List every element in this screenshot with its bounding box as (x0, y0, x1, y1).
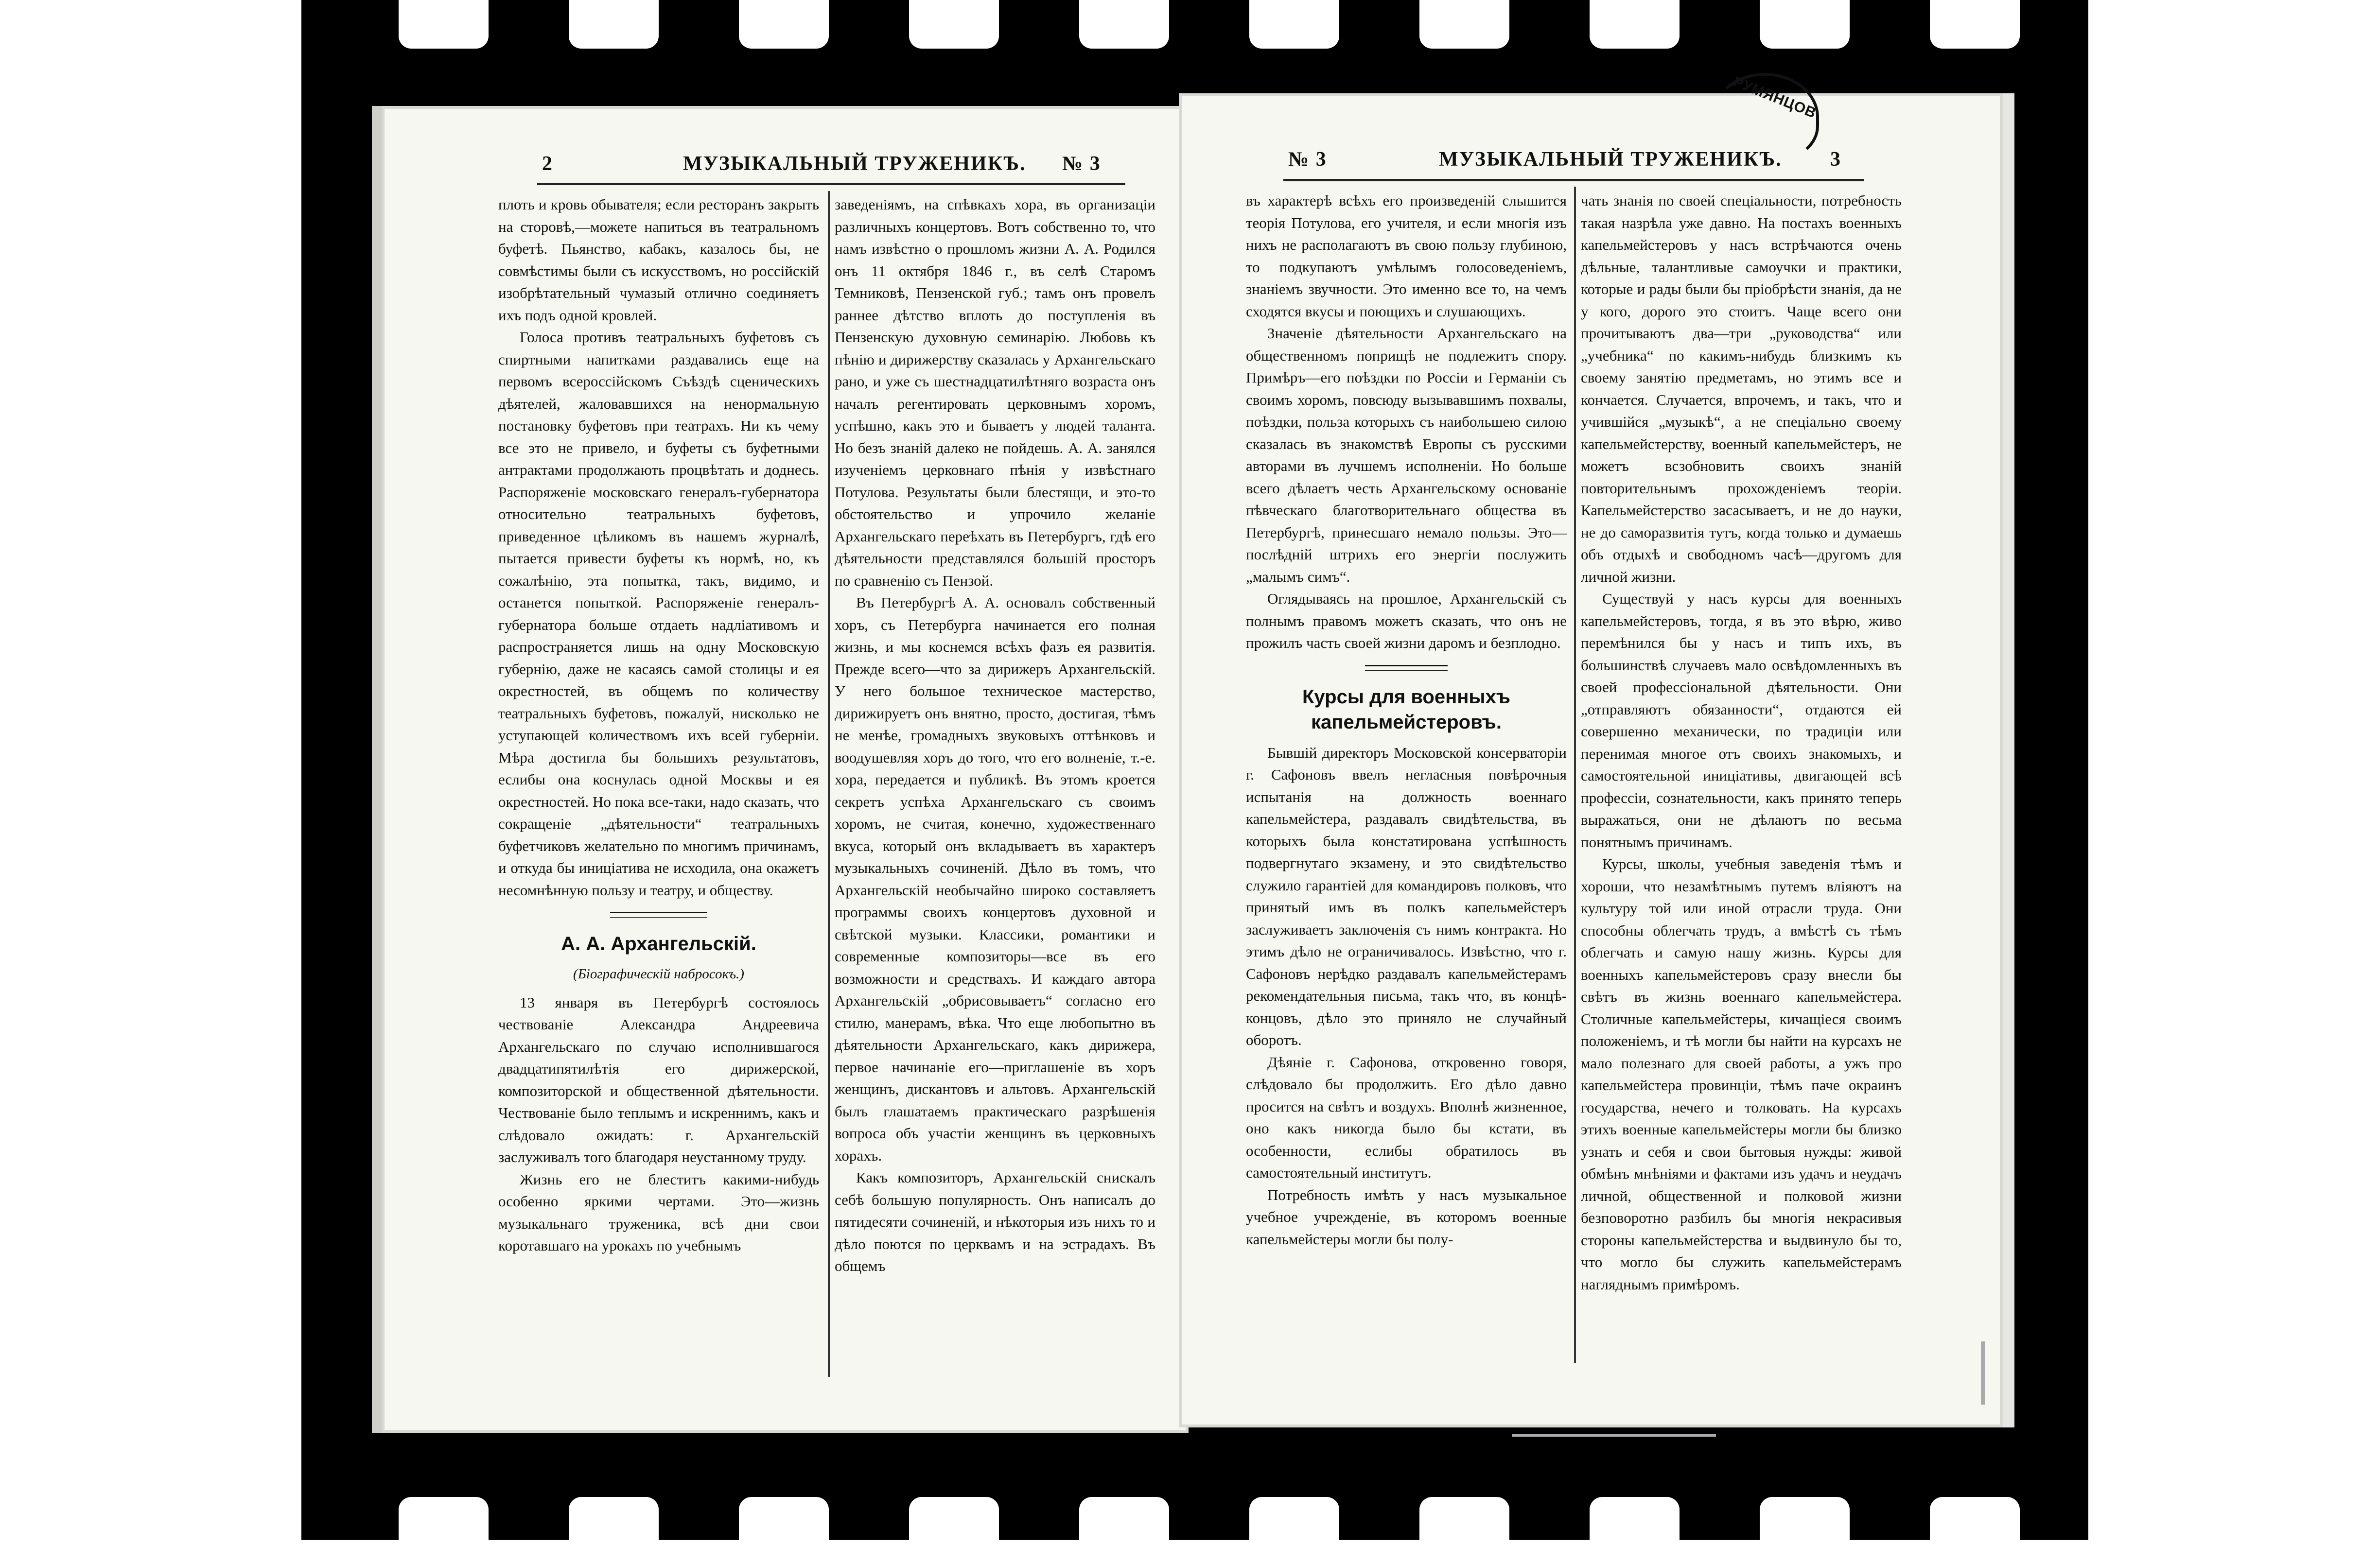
film-perforation (909, 1497, 999, 1565)
film-perforation (1760, 0, 1850, 49)
paragraph: въ характерѣ всѣхъ его произведеній слышится теорія Потулова, его учителя, и если многія изъ нихъ не располагаютъ въ свою пользу глубиною, то подкупаютъ умѣлымъ голосоведеніемъ, знаніемъ звучности. Это именно все то, на чемъ сходятся вкусы и поющихъ и слушающихъ. (1246, 192, 1567, 320)
article-subheading: (Біографическій набросокъ.) (573, 966, 744, 982)
text-column-2 (1581, 190, 1902, 1295)
text-column-2 (835, 193, 1155, 1277)
film-perforation (1249, 0, 1339, 49)
article-heading: А. А. Архангельскій. (561, 933, 756, 955)
left-page (372, 106, 1189, 1433)
paragraph: заведеніямъ, на спѣвкахъ хора, въ организаціи различныхъ концертовъ. Вотъ собственно то, что намъ извѣстно о прошломъ жизни А. А. Родился онъ 11 октября 1846 г., въ селѣ Старомъ Темниковѣ, Пензенской губ.; тамъ онъ провелъ раннее дѣтство вплоть до поступленія въ Пензенскую духовную семинарію. Любовь къ пѣнію и дирижерству сказалась у Архангельскаго рано, и уже съ шестнадцатилѣтняго возраста онъ началъ регентировать церковнымъ хоромъ, успѣшно, какъ это и бываетъ у людей таланта. Но безъ знаній далеко не пойдешь. А. А. занялся изученіемъ церковнаго пѣнія у извѣстнаго Потулова. Результаты были блестящи, и это-то обстоятельство и упрочило желаніе Архангельскаго переѣхать въ Петербургъ, гдѣ его дѣятельности представлялся большій просторъ по сравненію съ Пензой. (835, 196, 1155, 589)
film-perforation (1249, 1497, 1339, 1565)
paragraph: плоть и кровь обывателя; если ресторанъ закрыть на сторовѣ,—можете напиться въ театральномъ буфетѣ. Пьянство, кабакъ, казалось бы, не совмѣстимы были съ искусствомъ, но россійскій изобрѣтательный чумазый отлично соединяетъ ихъ подъ одной кровлей. (498, 196, 819, 324)
header-rule (1283, 179, 1864, 181)
film-perforation (1590, 0, 1680, 49)
film-perforation (1419, 0, 1509, 49)
stamp-text: РУМЯНЦОВ (1731, 73, 1819, 122)
text-column-1 (498, 193, 819, 1257)
paragraph: Значеніе дѣятельности Архангельскаго на общественномъ поприщѣ не подлежитъ спору. Примѣръ—его поѣздки по Россіи и Германіи съ своимъ хоромъ, повсюду вызывавшимъ похвалы, поѣздки, польза которыхъ съ наибольшею силою сказалась въ знакомствѣ Европы съ русскими авторами въ лучшемъ исполненіи. Но больше всего дѣлаетъ честь Архангельскому основаніе пѣвческаго благотворительнаго общества въ Петербургѣ, принесшаго немало пользы. Это—послѣдній штрихъ его энергіи послужить „малымъ симъ“. (1246, 325, 1567, 585)
paragraph: Какъ композиторъ, Архангельскій снискалъ себѣ большую популярность. Онъ написалъ до пятидесяти сочиненій, и нѣкоторыя изъ нихъ то и дѣло поются по церквамъ и на эстрадахъ. Въ общемъ (835, 1169, 1155, 1274)
film-perforation (1930, 1497, 2020, 1565)
paragraph: Потребность имѣть у насъ музыкальное учебное учрежденіе, въ которомъ военные капельмейстеры могли бы полу- (1246, 1186, 1567, 1248)
film-perforation (1590, 1497, 1680, 1565)
column-divider (1574, 187, 1576, 1363)
paragraph: чать знанія по своей спеціальности, потребность такая назрѣла уже давно. На постахъ военныхъ капельмейстеровъ у насъ встрѣчаются очень дѣльные, талантливые самоучки и практики, которые и рады были бы пріобрѣсти знанія, да не у кого, дорого это стоитъ. Чаще всего они прочитываютъ два—три „руководства“ или „учебника“ по какимъ-нибудь близкимъ къ своему занятію предметамъ, но этимъ все и кончается. Случается, впрочемъ, и такъ, что и учившійся „музыкѣ“, а не спеціально своему капельмейстерству, военный капельмейстеръ, не можетъ всзобновить своихъ знаній повторительнымъ прохожденіемъ теоріи. Капельмейстерство засасываетъ, и не до науки, не до саморазвитія тутъ, когда только и думаешь объ отдыхѣ и свободномъ часѣ—другомъ для личной жизни. (1581, 192, 1902, 585)
scan-edge-mark (1981, 1341, 1985, 1405)
journal-title: МУЗЫКАЛЬНЫЙ ТРУЖЕНИКЪ. (1439, 148, 1782, 171)
library-stamp (1711, 73, 1819, 161)
film-perforation (739, 1497, 829, 1565)
issue-number: № 3 (1062, 153, 1101, 175)
film-perforation (1419, 1497, 1509, 1565)
film-perforation (1079, 0, 1169, 49)
paragraph: Курсы, школы, учебныя заведенія тѣмъ и хороши, что незамѣтнымъ путемъ вліяютъ на культуру той или иной отрасли труда. Они способны облегчать трудъ, а вмѣстѣ съ тѣмъ облегчать и самую нашу жизнь. Курсы для военныхъ капельмейстеровъ сразу внесли бы свѣтъ въ жизнь военнаго капельмейстера. Столичные капельмейстеры, кичащіеся своимъ положеніемъ, и тѣ могли бы найти на курсахъ не мало полезнаго для своей работы, а ужъ про капельмейстера провинціи, тѣмъ паче окраинъ государства, нечего и толковать. На курсахъ этихъ военные капельмейстеры могли бы близко узнать и себя и свои бытовыя нужды: живой обмѣнъ мнѣніями и фактами изъ удачъ и неудачъ личной, общественной и полковой жизни безповоротно разбилъ бы многія некрасивыя стороны капельмейстерства и выдвинуло бы то, что могло бы служить капельмейстерамъ нагляднымъ примѣромъ. (1581, 855, 1902, 1293)
column-divider (828, 191, 830, 1377)
journal-title: МУЗЫКАЛЬНЫЙ ТРУЖЕНИКЪ. (683, 153, 1026, 175)
paragraph: 13 января въ Петербургѣ состоялось чествованіе Александра Андреевича Архангельскаго по случаю исполнившагося двадцатипятилѣтія его дирижерской, композиторской и общественной дѣятельности. Чествованіе было теплымъ и искреннимъ, какъ и слѣдовало ожидать: г. Архангельскій заслуживалъ того благодаря неустанному труду. (498, 993, 819, 1165)
film-perforation (909, 0, 999, 49)
page-number: 3 (1830, 148, 1841, 171)
film-perforation (569, 1497, 659, 1565)
paragraph: Оглядываясь на прошлое, Архангельскій съ полнымъ правомъ можетъ сказать, что онъ не прожилъ часть своей жизни даромъ и безплодно. (1246, 590, 1567, 651)
film-perforation (399, 1497, 489, 1565)
article-heading: Курсы для военныхъ капельмейстеровъ. (1302, 686, 1510, 733)
film-perforation (569, 0, 659, 49)
section-ornament (610, 912, 707, 918)
page-number: 2 (542, 153, 553, 175)
film-perforation (1079, 1497, 1169, 1565)
paragraph: Жизнь его не блеститъ какими-нибудь особенно яркими чертами. Это—жизнь музыкальнаго труженика, всѣ дни свои коротавшаго на урокахъ по учебнымъ (498, 1170, 819, 1254)
header-rule (537, 183, 1125, 185)
right-page (1179, 93, 2014, 1427)
film-perforation (399, 0, 489, 49)
section-ornament (1365, 665, 1448, 671)
paragraph: Существуй у насъ курсы для военныхъ капельмейстеровъ, тогда, я въ это вѣрю, живо перемѣнился бы у насъ и типъ ихъ, въ большинствѣ случаевъ мало освѣдомленныхъ въ своей профессіональной дѣятельности. Они „отправляютъ обязанности“, отдаются ей совершенно механически, по традиціи или перенимая многое отъ своихъ знакомыхъ, и самостоятельной иниціативы, двигающей всѣ профессіи, сознательности, какъ принято теперь выражаться, они не дѣлаютъ по весьма понятнымъ причинамъ. (1581, 590, 1902, 851)
film-perforation (1930, 0, 2020, 49)
issue-number: № 3 (1288, 148, 1327, 171)
paragraph: Бывшій директоръ Московской консерваторіи г. Сафоновъ ввелъ негласныя повѣрочныя испытанія на должность военнаго капельмейстера, раздавалъ свидѣтельства, въ которыхъ была констатирована успѣшность подвергнутаго экзамену, и это свидѣтельство служило гарантіей для командировъ полковъ, что принятый имъ въ полкъ капельмейстеръ заслуживаетъ заключенія съ нимъ контракта. Но этимъ дѣло не ограничивалось. Извѣстно, что г. Сафоновъ нерѣдко раздавалъ капельмейстерамъ рекомендательныя письма, такъ что, въ концѣ-концовъ, дѣло это приняло не случайный оборотъ. (1246, 744, 1567, 1048)
film-perforation (739, 0, 829, 49)
film-perforation (1760, 1497, 1850, 1565)
paragraph: Голоса противъ театральныхъ буфетовъ съ спиртными напитками раздавались еще на первомъ всероссійскомъ Съѣздѣ сценическихъ дѣятелей, жаловавшихся на ненормальную постановку буфетовъ при театрахъ. Ни къ чему все это не привело, и буфеты съ буфетными антрактами продолжають процвѣтать и доднесь. Распоряженіе московскаго генералъ-губернатора относительно театральныхъ буфетовъ, приведенное цѣликомъ въ нашемъ журналѣ, пытается привести буфеты къ нормѣ, но, къ сожалѣнію, эта попытка, такъ, видимо, и останется попыткой. Распоряженіе генералъ-губернатора больше отдаеть надліативомъ и распространяется лишь на одну Московскую губернію, даже не касаясь самой столицы и ея окрестностей, въ общемъ по количеству театральныхъ буфетовъ, пожалуй, нисколько не уступающей количествомъ ихъ всей губерніи. Мѣра достигла бы большихъ результатовъ, еслибы она коснулась одной Москвы и ея окрестностей. Но пока все-таки, надо сказать, что сокращеніе „дѣятельности“ театральныхъ буфетчиковъ желательно по многимъ причинамъ, и откуда бы иниціатива не исходила, она окажетъ несомнѣнную пользу и театру, и обществу. (498, 329, 819, 899)
text-column-1 (1246, 190, 1567, 1250)
scan-edge-mark (1512, 1434, 1716, 1437)
paragraph: Въ Петербургѣ А. А. основалъ собственный хоръ, съ Петербурга начинается его полная жизнь, и мы коснемся всѣхъ фазъ ея развитія. Прежде всего—что за дирижеръ Архангельскій. У него большое техническое мастерство, дирижируетъ онъ внятно, просто, достигая, тѣмъ не менѣе, громадныхъ звуковыхъ оттѣнковъ и воодушевляя хоръ до того, что его волненіе, т.-е. хора, передается и публикѣ. Въ этомъ кроется секретъ успѣха Архангельскаго съ своимъ хоромъ, не считая, конечно, художественнаго вкуса, который онъ вкладываетъ въ характеръ музыкальныхъ сочиненій. Дѣло въ томъ, что Архангельскій необычайно широко составляетъ программы своихъ концертовъ духовной и свѣтской музыки. Классики, романтики и современные композиторы—все въ его возможности и средствахъ. И каждаго автора Архангельскій „обрисовываетъ“ согласно его стилю, манерамъ, вѣка. Что еще любопытно въ дѣятельности Архангельскаго, какъ дирижера, первое начинаніе его—приглашеніе въ хоръ женщинъ, дискантовъ и альтовъ. Архангельскій былъ глашатаемъ практическаго разрѣшенія вопроса объ участіи женщинъ въ церковныхъ хорахъ. (835, 594, 1155, 1164)
paragraph: Дѣяніе г. Сафонова, откровенно говоря, слѣдовало бы продолжить. Его дѣло давно просится на свѣтъ и воздухъ. Вполнѣ жизненное, оно какъ никогда было бы кстати, въ особенности, еслибы обратилось въ самостоятельный институтъ. (1246, 1053, 1567, 1181)
